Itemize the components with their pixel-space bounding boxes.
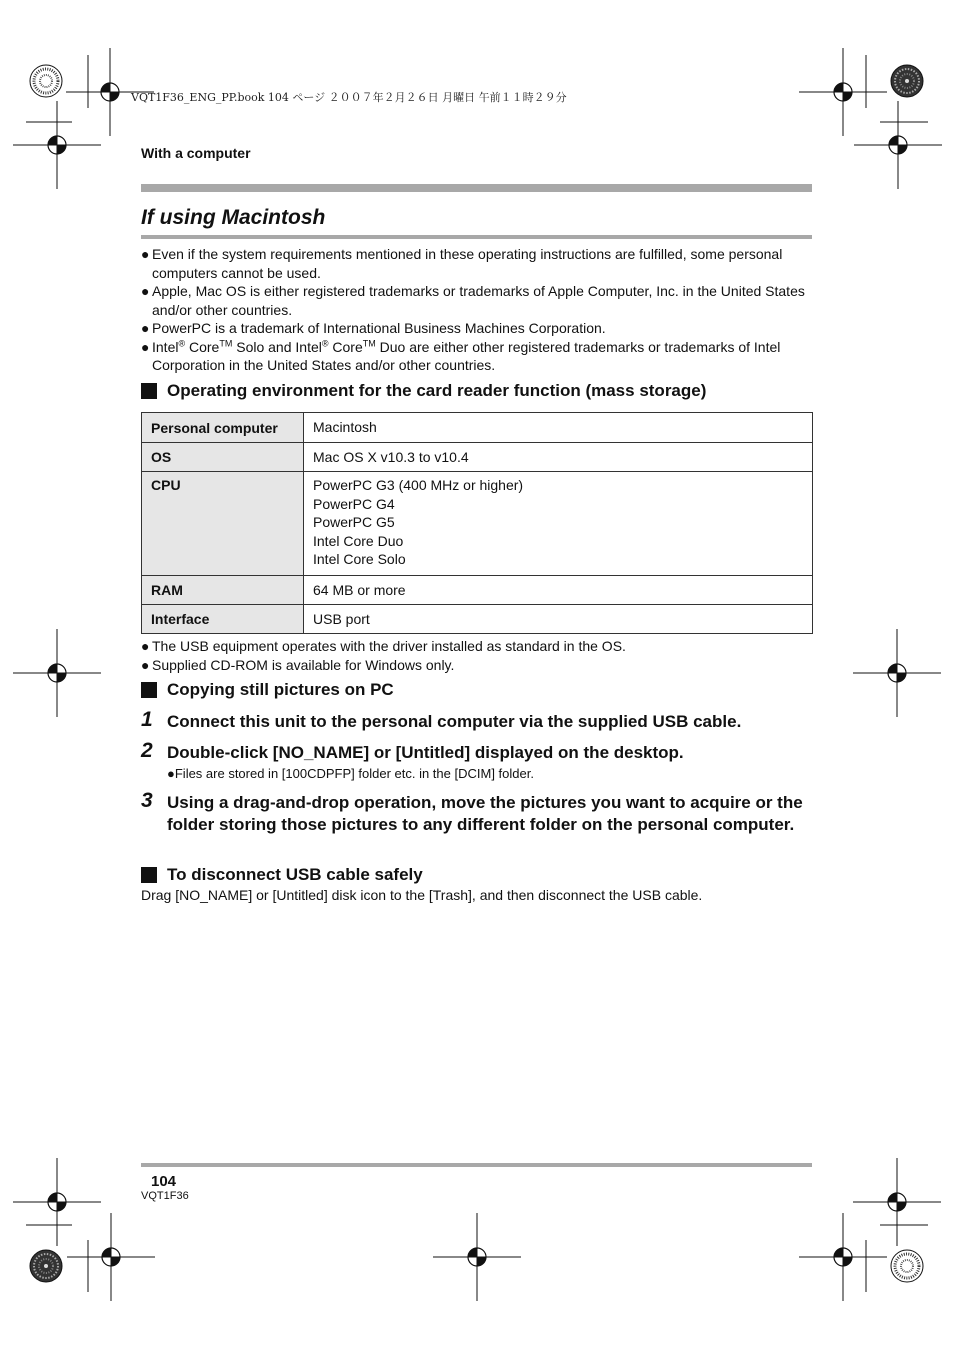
square-bullet-icon: [141, 867, 157, 883]
table-row: [142, 472, 813, 576]
table-row: [142, 413, 813, 443]
square-bullet-icon: [141, 383, 157, 399]
row-label: OS: [142, 443, 304, 472]
bullet-icon: ●: [141, 283, 150, 299]
note-item: ● Supplied CD-ROM is available for Windows only.: [141, 656, 455, 673]
bullet-item: ● Even if the system requirements mentioned in these operating instructions are fulfilled, some personal computers cannot be used.: [141, 246, 783, 281]
bullet-icon: ●: [141, 338, 150, 355]
step-note: ●Files are stored in [100CDPFP] folder etc. in the [DCIM] folder.: [167, 766, 534, 781]
spec-table: [141, 412, 813, 634]
bullet-item: ● PowerPC is a trademark of International Business Machines Corporation.: [141, 320, 606, 336]
page-code: VQT1F36: [141, 1190, 189, 1202]
table-row: [142, 605, 813, 634]
row-label: Interface: [142, 605, 304, 634]
note-item: ● The USB equipment operates with the driver installed as standard in the OS.: [141, 638, 626, 654]
trademark-bullet-list: [141, 245, 821, 375]
env-heading: Operating environment for the card reader function (mass storage): [141, 381, 706, 401]
row-value: Mac OS X v10.3 to v10.4: [304, 443, 813, 472]
table-notes: [141, 637, 626, 674]
step-text: Using a drag-and-drop operation, move the pictures you want to acquire or the folder storing those pictures to any different folder on the personal computer.: [167, 793, 803, 834]
row-value: 64 MB or more: [304, 576, 813, 605]
bullet-icon: ●: [141, 246, 150, 262]
step-number: 2: [141, 739, 153, 762]
step-text: Connect this unit to the personal computer via the supplied USB cable.: [167, 712, 742, 731]
print-header: VQT1F36_ENG_PP.book 104 ページ ２００７年２月２６日 月曜日 午前１１時２９分: [131, 91, 567, 104]
step-text: Double-click [NO_NAME] or [Untitled] displayed on the desktop.: [167, 743, 684, 762]
copy-heading: Copying still pictures on PC: [141, 680, 394, 700]
table-row: [142, 576, 813, 605]
section-label: With a computer: [141, 145, 251, 161]
row-value: PowerPC G3 (400 MHz or higher) PowerPC G4 PowerPC G5 Intel Core Duo Intel Core Solo: [304, 472, 813, 576]
footer-rule: [141, 1163, 812, 1167]
disconnect-text: Drag [NO_NAME] or [Untitled] disk icon to the [Trash], and then disconnect the USB cable.: [141, 887, 703, 903]
bullet-icon: ●: [141, 638, 150, 654]
square-bullet-icon: [141, 682, 157, 698]
page-number: 104: [151, 1173, 177, 1190]
top-rule: [141, 184, 812, 192]
row-label: CPU: [142, 472, 304, 576]
bullet-item: ● Apple, Mac OS is either registered trademarks or trademarks of Apple Computer, Inc. in the United States and/or other countries.: [141, 283, 805, 318]
row-label: Personal computer: [142, 413, 304, 443]
bullet-item: ● Intel® Core™ Solo and Intel® Core™ Duo are either other registered trademarks or trademarks of Intel Corporation in the United States and/or other countries.: [141, 337, 781, 373]
row-value: Macintosh: [304, 413, 813, 443]
table-row: [142, 443, 813, 472]
row-value: USB port: [304, 605, 813, 634]
title-underline: [141, 235, 812, 239]
bullet-icon: ●: [167, 766, 175, 781]
bullet-icon: ●: [141, 656, 150, 673]
disconnect-heading: To disconnect USB cable safely: [141, 865, 423, 885]
step-number: 1: [141, 708, 153, 731]
page-title: If using Macintosh: [141, 206, 326, 229]
step-number: 3: [141, 789, 153, 812]
bullet-icon: ●: [141, 320, 150, 336]
row-label: RAM: [142, 576, 304, 605]
